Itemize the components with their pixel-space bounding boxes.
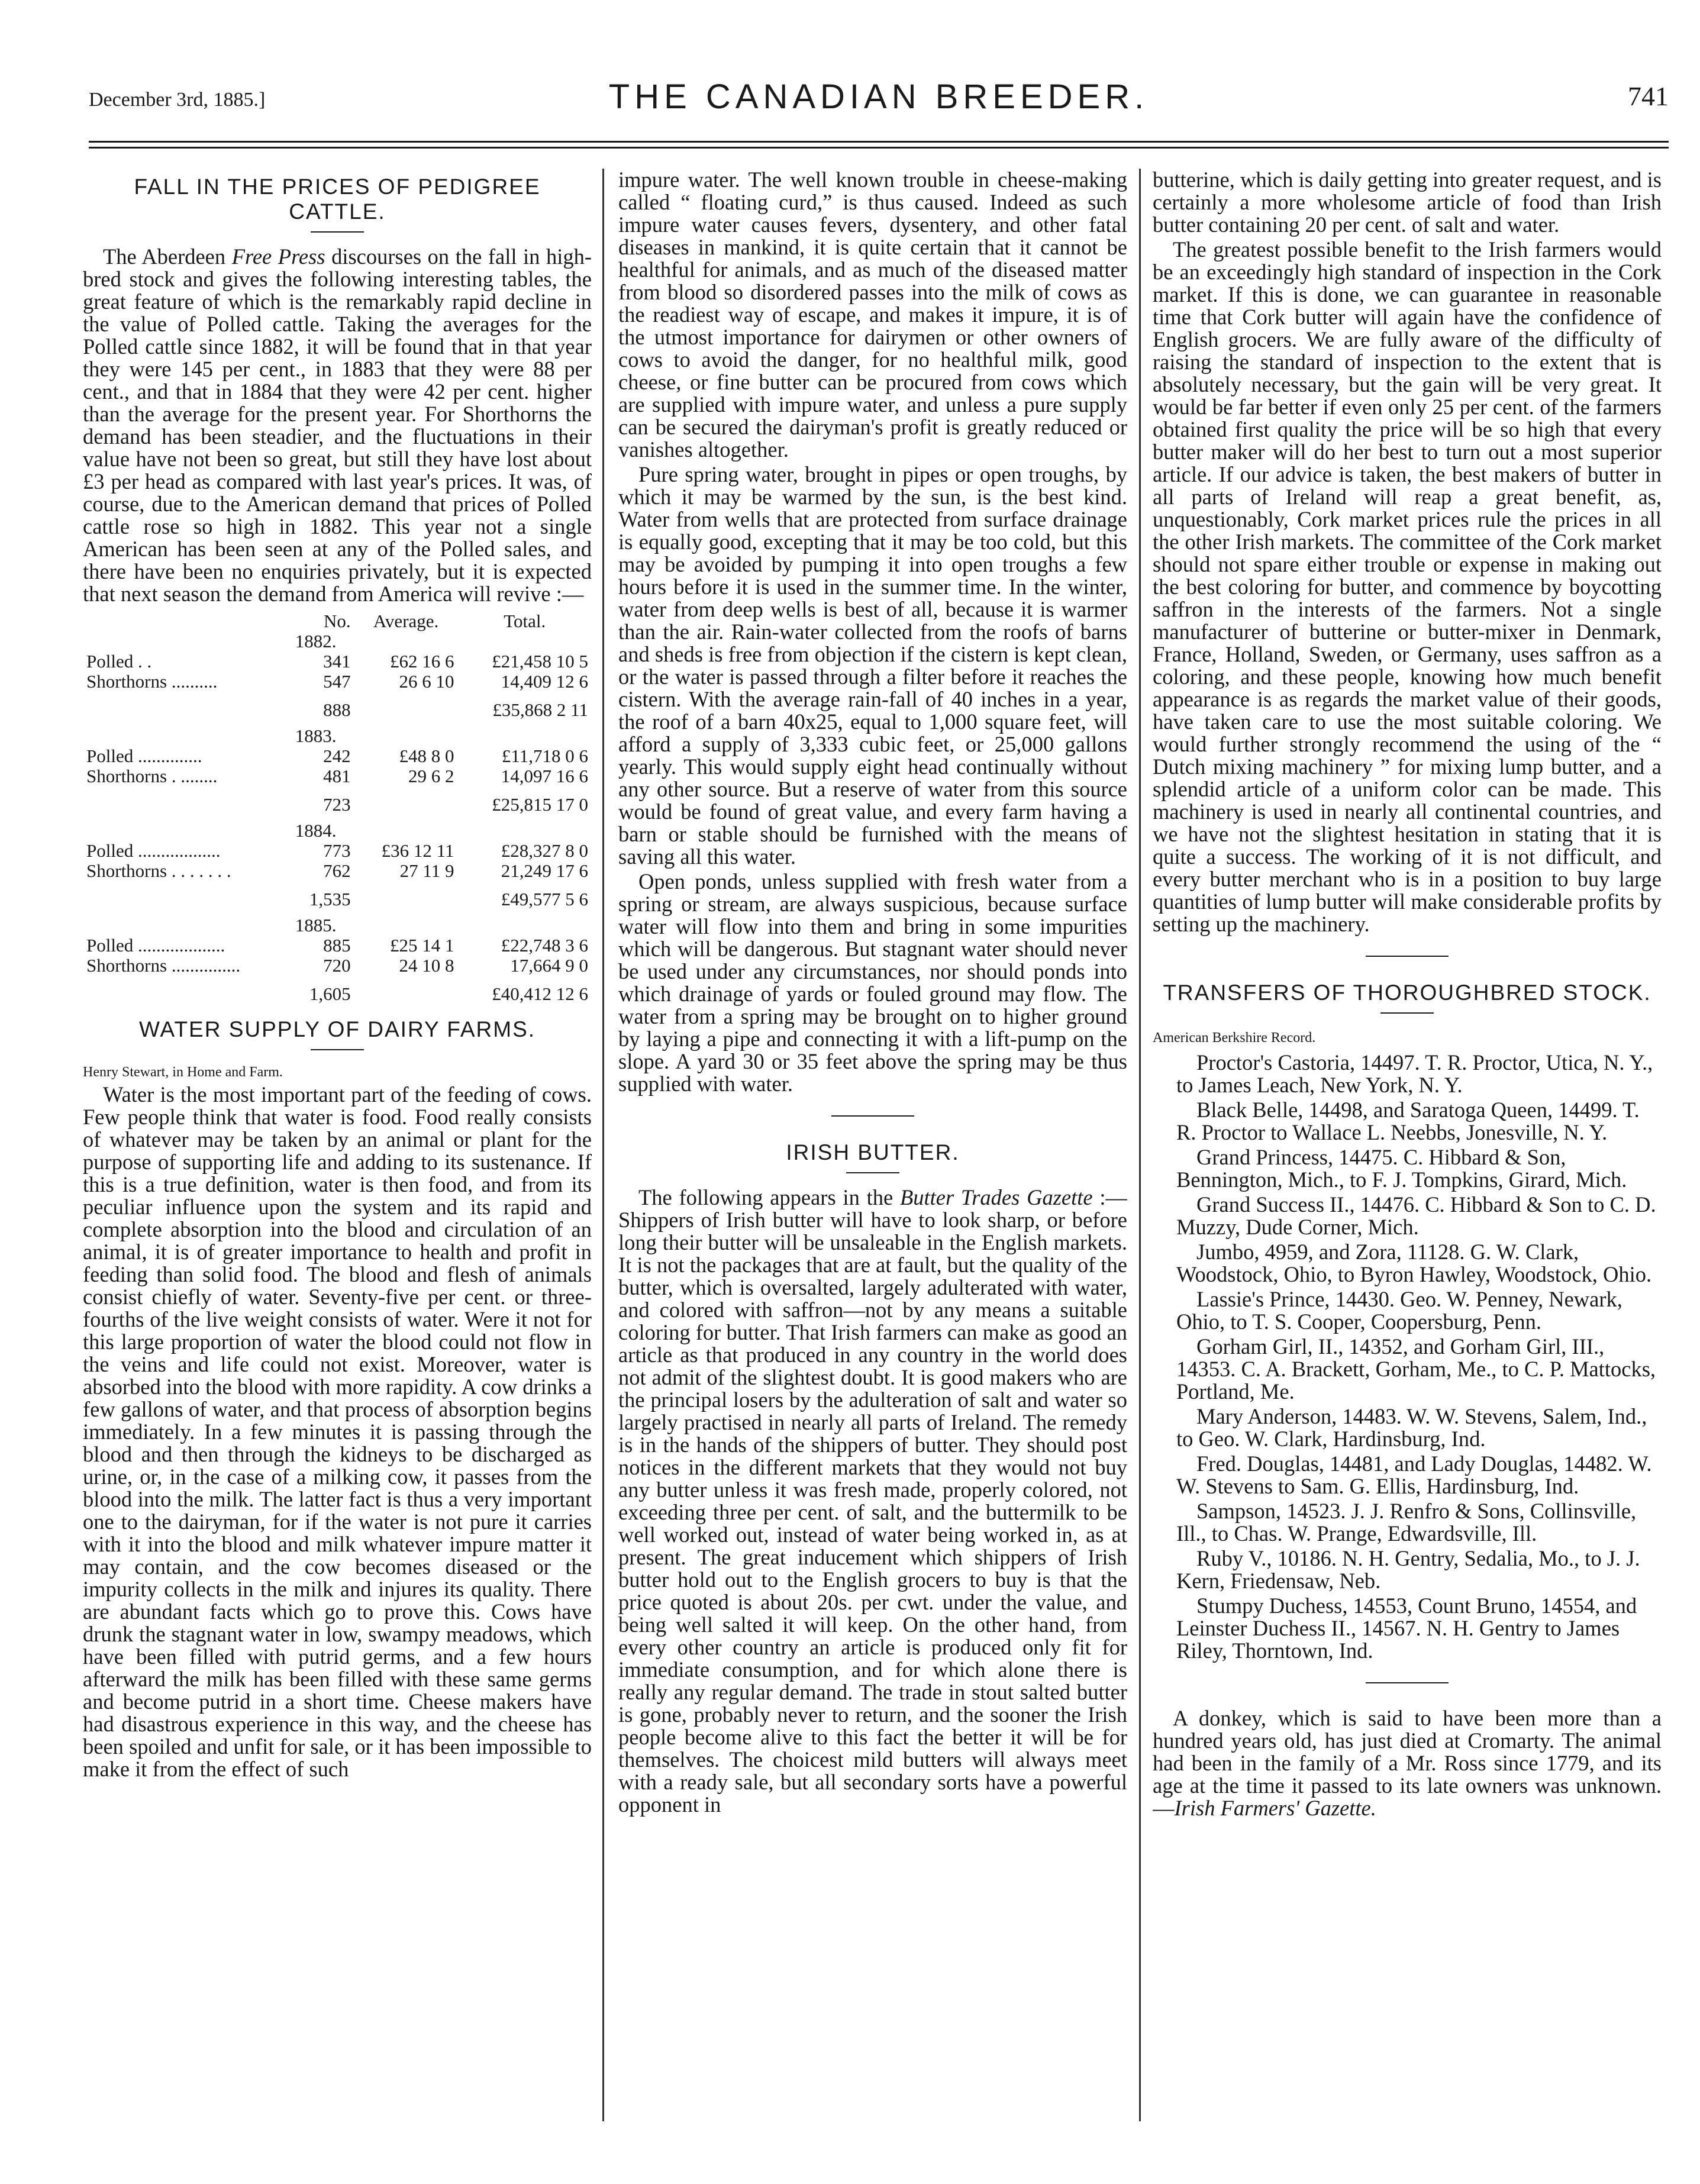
publication-name: Irish Farmers' Gazette. [1174, 1796, 1376, 1820]
publication-name: Free Press [231, 244, 325, 269]
article-title-cattle-prices: FALL IN THE PRICES OF PEDIGREE CATTLE. [134, 175, 541, 224]
average-cell: 26 6 10 [399, 671, 454, 692]
article-paragraph: The Aberdeen Free Press discourses on the fall in high-bred stock and gives the following interesting tables, the great feature of which is the remarkably rapid decline in the value of Polled cattle. Taking the averages for the Polled cattle since 1882, it will be found that in that year they were 145 per cent., in 1883 that they were 88 per cent., and that in 1884 that they were 42 per cent. higher than the average for the present year. For Shorthorns the demand has been steadier, and the fluctuations in their value have not been so great, but still they have lost about £3 per head as compared with last year's prices. It was, of course, due to the American demand that prices of Polled cattle rose so high in 1882. This year not a single American has been seen at any of the Polled sales, and there have been no enquiries privately, but it is expected that next season the demand from America will revive :— [83, 244, 592, 606]
breed-cell: Polled . . [86, 651, 152, 672]
page-header [89, 77, 1669, 130]
breed-cell: Shorthorns .......... [86, 671, 218, 692]
list-item: Grand Success II., 14476. C. Hibbard & Son to C. D. Muzzy, Dude Corner, Mich. [1176, 1192, 1656, 1239]
table-row [83, 672, 592, 692]
article-separator [1366, 956, 1449, 957]
total-cell: 21,249 17 6 [501, 860, 588, 881]
table-row [83, 651, 592, 672]
header-rule-top [89, 141, 1669, 143]
header-rule-bottom [89, 147, 1669, 149]
article-separator [831, 1115, 914, 1117]
count-cell: 341 [323, 651, 351, 672]
article-separator [1366, 1682, 1449, 1683]
total-cell: £22,748 3 6 [501, 935, 588, 956]
cattle-prices-table [83, 611, 592, 1010]
table-row [83, 746, 592, 766]
article-paragraph: The greatest possible benefit to the Irish farmers would be an exceedingly high standard of inspection in the Cork market. If this is done, we can guarantee in reasonable time that Cork butter will again have the confidence of English grocers. We are fully aware of the difficulty of raising the standard of inspection to the extent that is absolutely necessary, but the gain will be very great. It would be far better if even only 25 per cent. of the farmers obtained first quality the price will be so high that every butter maker will do her best to turn out a most superior article. If our advice is taken, the best makers of butter in all parts of Ireland will reap a great benefit, as, unquestionably, Cork market prices rule the prices in all the other Irish markets. The committee of the Cork market should not spare either trouble or expense in making out the best coloring for butter, and commence by boycotting saffron in the interests of the farmers. Not a single manufacturer of butterine or butter-mixer in Denmark, France, Holland, Sweden, or Germany, uses saffron as a coloring, and these people, knowing how much benefit appearance is as regards the market value of their goods, have taken care to use the most suitable coloring. We would further strongly recommend the using of the “ Dutch mixing machinery ” for mixing lump butter, and a splendid article of a uniform color can be made. This machinery is used in nearly all continental countries, and we have not the slightest hesitation in stating that it is quite a success. The working of it is not difficult, and every butter merchant who is in a position to buy large quantities of lump butter will make considerable profits by setting up the machinery. [1153, 237, 1662, 936]
article-title-irish-butter: IRISH BUTTER. [786, 1140, 960, 1164]
year-row [83, 915, 592, 935]
article-paragraph-donkey: A donkey, which is said to have been more than a hundred years old, has just died at Cromarty. The animal had been in the family of a Mr. Ross since 1779, and its age at the time it passed to its late owners was unknown.—Irish Farmers' Gazette. [1153, 1706, 1662, 1820]
table-row [83, 861, 592, 881]
title-rule [846, 1172, 899, 1173]
count-cell: 481 [323, 766, 351, 786]
breed-cell: Shorthorns ............... [86, 955, 241, 976]
article-title-water-supply: WATER SUPPLY OF DAIRY FARMS. [138, 1017, 536, 1041]
source-label: American Berkshire Record. [1153, 1030, 1316, 1046]
list-item: Lassie's Prince, 14430. Geo. W. Penney, Newark, Ohio, to T. S. Cooper, Coopersburg, Penn. [1176, 1287, 1622, 1334]
page-number: 741 [1628, 81, 1669, 111]
title-rule [311, 231, 364, 233]
column-header-total: Total. [504, 611, 546, 631]
year-row [83, 726, 592, 746]
count-cell: 547 [323, 671, 351, 692]
list-item: Gorham Girl, II., 14352, and Gorham Girl, III., 14353. C. A. Brackett, Gorham, Me., to C. P. Mattocks, Portland, Me. [1176, 1334, 1656, 1404]
column-header-average: Average. [373, 611, 439, 631]
total-count-cell: 888 [323, 699, 351, 720]
count-cell: 242 [323, 746, 351, 766]
average-cell: 29 6 2 [408, 766, 454, 786]
average-cell: £25 14 1 [389, 935, 454, 956]
title-rule [311, 1049, 364, 1050]
total-count-cell: 1,605 [309, 983, 351, 1004]
article-paragraph: The following appears in the Butter Trades Gazette :—Shippers of Irish butter will have to look sharp, or before long their butter will be unsaleable in the English markets. It is not the packages that are at fault, but the quality of the butter, which is oversalted, largely adulterated with water, and colored with saffron—not by any means a suitable coloring for butter. That Irish farmers can make as good an article as that produced in any country in the world does not admit of the slightest doubt. It is good makers who are the principal losers by the adulteration of salt and water so largely practised in nearly all parts of Ireland. The remedy is in the hands of the shippers of butter. They should post notices in the different markets that they would not buy any butter unless it was fresh made, properly colored, not exceeding three per cent. of salt, and the buttermilk to be well worked out, instead of water being worked in, as at present. The great inducement which shippers of Irish butter hold out to the English grocers to buy is that the price quoted is about 20s. per cwt. under the value, and being well salted it will keep. On the other hand, from every other country an article is produced only fit for immediate consumption, and for which alone there is really any regular demand. The trade in stout salted butter is gone, probably never to return, and the sooner the Irish people become alive to this fact the better it will be for themselves. The choicest mild butters will always meet with a ready sale, but all secondary sorts have a powerful opponent in [618, 1185, 1127, 1817]
list-item: Jumbo, 4959, and Zora, 11128. G. W. Clark, Woodstock, Ohio, to Byron Hawley, Woodstock, Ohio. [1176, 1240, 1652, 1286]
article-paragraph-continued: butterine, which is daily getting into greater request, and is certainly a more wholesome article of food than Irish butter containing 20 per cent. of salt and water. [1153, 169, 1662, 237]
list-item: Fred. Douglas, 14481, and Lady Douglas, 14482. W. W. Stevens to Sam. G. Ellis, Hardinsburg, Ind. [1176, 1451, 1652, 1498]
column-3 [1153, 169, 1662, 2133]
year-label: 1884. [295, 820, 337, 841]
year-total-row [83, 881, 592, 915]
average-cell: £62 16 6 [389, 651, 454, 672]
grand-total-cell: £40,412 12 6 [492, 983, 588, 1004]
total-cell: £11,718 0 6 [501, 746, 588, 766]
column-divider-1 [602, 169, 604, 2121]
article-paragraph: Pure spring water, brought in pipes or open troughs, by which it may be warmed by the sun, is the best kind. Water from wells that are protected from surface drainage is equally good, excepting that it may be too cold, but this may be avoided by pumping it into open troughs a few hours before it is used in the summer time. In the winter, water from deep wells is best of all, because it is warmer than the air. Rain-water collected from the roofs of barns and sheds is free from objection if the cistern is kept clean, or the water is passed through a filter before it reaches the cistern. With the average rain-fall of 40 inches in a year, the roof of a barn 40x25, equal to 1,000 square feet, will afford a supply of 3,333 cubic feet, or 25,000 gallons yearly. This would supply eight head continually without any other source. But a reserve of water from this source would be found of great value, and every farm having a barn or stable should be furnished with the means of saving all this water. [618, 462, 1127, 869]
total-cell: £28,327 8 0 [501, 840, 588, 861]
byline: Henry Stewart, in Home and Farm. [83, 1064, 283, 1080]
breed-cell: Polled ................... [86, 935, 225, 956]
year-total-row [83, 976, 592, 1010]
title-rule [1380, 1012, 1434, 1014]
total-cell: 17,664 9 0 [510, 955, 588, 976]
year-total-row [83, 692, 592, 726]
table-row [83, 841, 592, 861]
breed-cell: Polled .............. [86, 746, 202, 766]
breed-cell: Polled .................. [86, 840, 221, 861]
count-cell: 773 [323, 840, 351, 861]
breed-cell: Shorthorns . ........ [86, 766, 218, 786]
list-item: Proctor's Castoria, 14497. T. R. Proctor, Utica, N. Y., to James Leach, New York, N. Y. [1176, 1050, 1653, 1097]
table-row [83, 766, 592, 786]
grand-total-cell: £25,815 17 0 [492, 794, 588, 815]
column-header-no: No. [324, 611, 351, 631]
year-label: 1883. [295, 725, 337, 746]
table-header-row [83, 611, 592, 631]
newspaper-title: THE CANADIAN BREEDER. [608, 78, 1149, 116]
count-cell: 720 [323, 955, 351, 976]
average-cell: 24 10 8 [399, 955, 454, 976]
transfers-list [1153, 1051, 1662, 1662]
count-cell: 762 [323, 860, 351, 881]
total-cell: 14,097 16 6 [501, 766, 588, 786]
year-row [83, 631, 592, 651]
list-item: Sampson, 14523. J. J. Renfro & Sons, Collinsville, Ill., to Chas. W. Prange, Edwardsville, Ill. [1176, 1499, 1637, 1546]
year-label: 1885. [295, 915, 337, 935]
list-item: Black Belle, 14498, and Saratoga Queen, 14499. T. R. Proctor to Wallace L. Neebbs, Jonesville, N. Y. [1176, 1098, 1640, 1144]
article-paragraph: Open ponds, unless supplied with fresh water from a spring or stream, are always suspicious, because surface water will flow into them and bring in some impurities which will be dangerous. But stagnant water should never be used under any circumstances, nor should ponds into which drainage of yards or fouled ground may flow. The water from a spring may be brought on to higher ground by laying a pipe and connecting it with a lift-pump on the slope. A yard 30 or 35 feet above the spring may be thus supplied with water. [618, 869, 1127, 1096]
column-1 [83, 169, 592, 2133]
list-item: Mary Anderson, 14483. W. W. Stevens, Salem, Ind., to Geo. W. Clark, Hardinsburg, Ind. [1176, 1404, 1647, 1451]
list-item: Ruby V., 10186. N. H. Gentry, Sedalia, Mo., to J. J. Kern, Friedensaw, Neb. [1176, 1546, 1640, 1593]
total-count-cell: 1,535 [309, 889, 351, 909]
year-total-row [83, 786, 592, 821]
article-paragraph: Water is the most important part of the feeding of cows. Few people think that water is food. Food really consists of whatever may be taken by an animal or plant for the purpose of supporting life and adding to its sustenance. If this is a true definition, water is then food, and from its peculiar influence upon the system and its rapid and complete absorption into the blood and circulation of an animal, it is of greater importance to health and profit in feeding than solid food. The blood and flesh of animals consist chiefly of water. Seventy-five per cent. or three-fourths of the live weight consists of water. Were it not for this large proportion of water the blood could not flow in the veins and life could not exist. Moreover, water is absorbed into the blood with more rapidity. A cow drinks a few gallons of water, and that process of absorption begins immediately. In a few minutes it is passing through the blood and then through the kidneys to be discharged as urine, or, in the case of a milking cow, it passes from the blood into the milk. The latter fact is thus a very important one to the dairyman, for if the water is not pure it carries with it into the blood and milk whatever impure matter it may contain, and the cow becomes diseased or the impurity collects in the milk and injures its quality. There are abundant facts which go to prove this. Cows have drunk the stagnant water in low, swampy meadows, which have been filled with putrid germs, and a few hours afterward the milk has been filled with these same germs and become putrid in a short time. Cheese makers have had disastrous experience in this way, and the cheese has been spoiled and unfit for sale, or it has been impossible to make it from the effect of such [83, 1082, 592, 1781]
total-cell: £21,458 10 5 [492, 651, 588, 672]
column-divider-2 [1139, 169, 1141, 2121]
column-2 [618, 169, 1127, 2133]
breed-cell: Shorthorns . . . . . . . [86, 860, 231, 881]
average-cell: £36 12 11 [381, 840, 454, 861]
average-cell: 27 11 9 [399, 860, 454, 881]
article-title-transfers: TRANSFERS OF THOROUGHBRED STOCK. [1163, 980, 1651, 1005]
list-item: Grand Princess, 14475. C. Hibbard & Son, Bennington, Mich., to F. J. Tompkins, Girard, Mich. [1176, 1145, 1627, 1192]
year-label: 1882. [295, 631, 337, 651]
article-paragraph-continued: impure water. The well known trouble in cheese-making called “ floating curd,” is thus caused. Indeed as such impure water causes fevers, dysentery, and other fatal diseases in mankind, it is quite certain that it cannot be healthful for animals, and as much of the diseased matter from blood so disordered passes into the milk of cows as the readiest way of escape, and makes it impure, it is of the utmost importance for dairymen or other owners of cows to avoid the danger, for no healthful milk, good cheese, or fine butter can be procured from cows which are supplied with impure water, and unless a pure supply can be secured the dairyman's profit is greatly reduced or vanishes altogether. [618, 169, 1127, 462]
count-cell: 885 [323, 935, 351, 956]
average-cell: £48 8 0 [399, 746, 454, 766]
total-cell: 14,409 12 6 [501, 671, 588, 692]
list-item: Stumpy Duchess, 14553, Count Bruno, 14554, and Leinster Duchess II., 14567. N. H. Gentry to James Riley, Thorntown, Ind. [1176, 1593, 1637, 1663]
publication-name: Butter Trades Gazette [899, 1185, 1093, 1209]
year-row [83, 821, 592, 841]
issue-date: December 3rd, 1885.] [89, 89, 266, 111]
total-count-cell: 723 [323, 794, 351, 815]
grand-total-cell: £49,577 5 6 [501, 889, 588, 909]
table-row [83, 935, 592, 956]
grand-total-cell: £35,868 2 11 [492, 699, 588, 720]
table-row [83, 956, 592, 976]
